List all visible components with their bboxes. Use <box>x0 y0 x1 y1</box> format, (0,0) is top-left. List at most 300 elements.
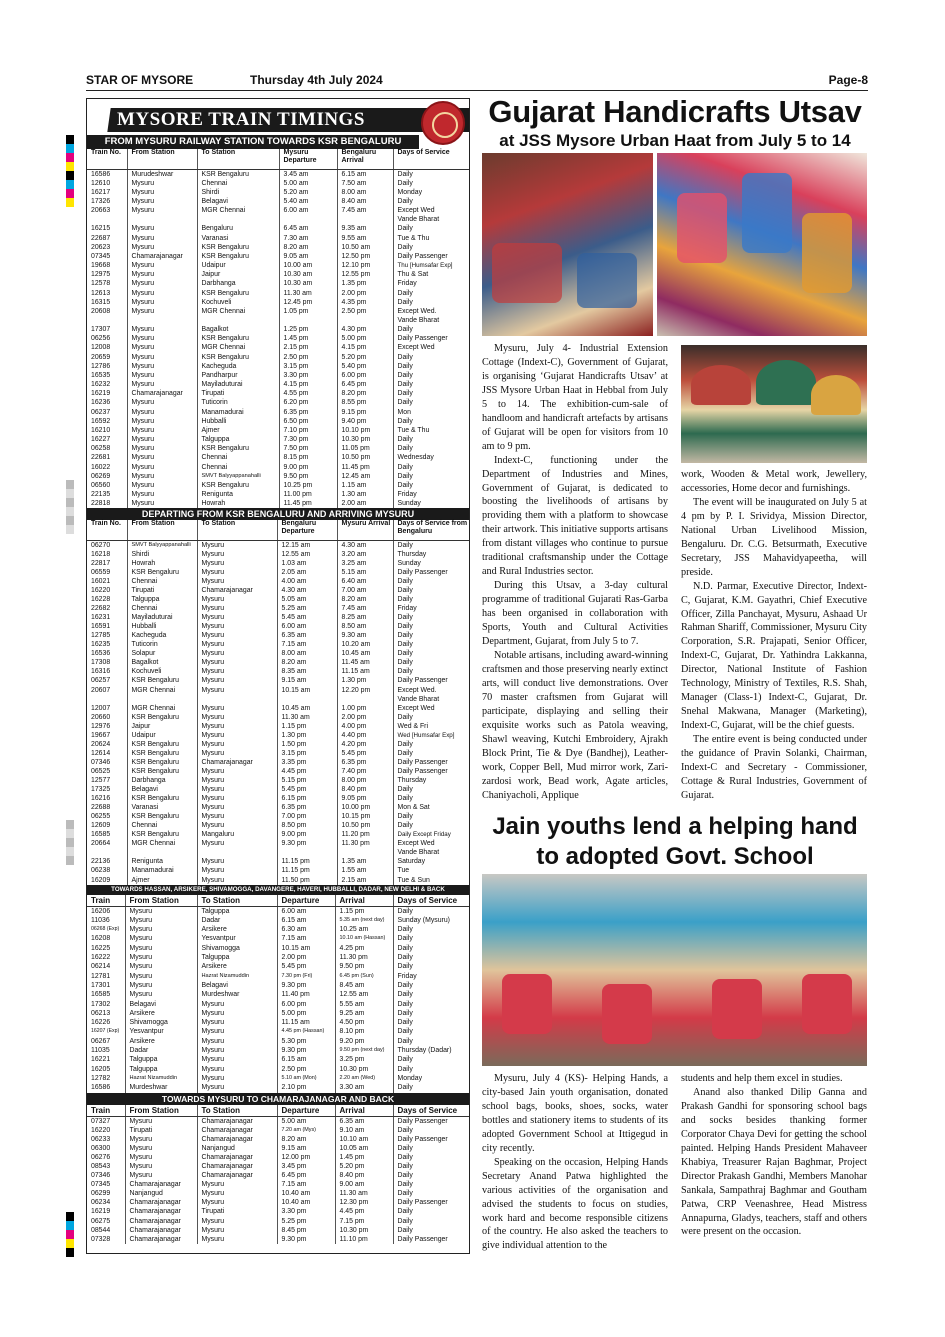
table-cell: Mysuru <box>127 261 197 270</box>
table-row <box>87 866 469 875</box>
table-row <box>87 1027 469 1036</box>
table-cell: Vande Bharat <box>397 849 440 857</box>
table-row <box>87 224 469 233</box>
table-cell: KSR Bengaluru <box>127 568 197 577</box>
table-cell: 7.15 pm <box>335 1217 393 1226</box>
table-cell: Mysuru <box>197 1009 277 1018</box>
table-row <box>87 1235 469 1244</box>
table-cell: Talguppa <box>127 595 197 604</box>
table-cell <box>337 695 393 704</box>
table-cell: 12782 <box>87 1074 125 1083</box>
table-row <box>87 1074 469 1083</box>
table-cell: 11.00 pm <box>279 490 337 499</box>
table-cell: Daily Except Friday <box>397 831 451 839</box>
table-cell: Mysuru <box>197 704 277 713</box>
table-cell: Chamarajanagar <box>127 252 197 261</box>
table-row <box>87 944 469 953</box>
table-cell: 17326 <box>87 197 127 206</box>
table-cell: 12975 <box>87 270 127 279</box>
table-cell: 08544 <box>87 1226 125 1235</box>
table-cell: Except Wed <box>397 344 435 352</box>
table-cell: 1.35 am <box>337 857 393 866</box>
table-cell: 12.15 am <box>277 540 337 550</box>
table-cell: Daily <box>397 371 413 379</box>
table-cell: Jaipur <box>197 270 279 279</box>
table-cell <box>197 215 279 224</box>
table-cell: 20623 <box>87 243 127 252</box>
table-cell: 1.35 pm <box>337 279 393 288</box>
table-cell: 2.15 pm <box>279 343 337 352</box>
table-row <box>87 785 469 794</box>
table-cell: Howrah <box>197 499 279 508</box>
table-cell: 10.30 pm <box>335 1065 393 1074</box>
table-cell: Daily Passenger <box>397 767 448 775</box>
table-cell: 22136 <box>87 857 127 866</box>
table-cell: 1.30 pm <box>337 676 393 685</box>
table-cell: Mysuru <box>197 604 277 613</box>
table-cell: Daily <box>397 935 413 943</box>
table-cell: 11.45 pm <box>279 499 337 508</box>
table-cell: 16586 <box>87 1083 125 1092</box>
table-cell: 5.20 pm <box>335 1162 393 1171</box>
table-cell: Belagavi <box>197 197 279 206</box>
table-cell: Hazrat Nizamuddin <box>125 1074 197 1083</box>
table-row <box>87 676 469 685</box>
table-cell: Daily <box>397 659 413 667</box>
table-cell: 5.15 pm <box>277 776 337 785</box>
table-cell: 4.40 pm <box>337 731 393 740</box>
table-cell: 06300 <box>87 1144 125 1153</box>
table-row <box>87 613 469 622</box>
table-cell: 1.15 am <box>337 481 393 490</box>
table-cell: Talguppa <box>197 953 277 962</box>
table-cell: Mysuru <box>127 234 197 243</box>
table-cell: 7.00 am <box>337 586 393 595</box>
table-row <box>87 435 469 444</box>
table-row <box>87 767 469 776</box>
table-cell: Mysuru <box>125 972 197 981</box>
column-header: Mysuru Arrival <box>337 520 393 540</box>
table-cell: 5.15 am <box>337 568 393 577</box>
table-cell: 16585 <box>87 990 125 999</box>
table-cell: 11.45 pm <box>337 463 393 472</box>
table-cell: Tuticorin <box>197 398 279 407</box>
table-cell: Chamarajanagar <box>197 1171 277 1180</box>
table-cell: Mysuru <box>197 1074 277 1083</box>
table-cell: 10.10 am <box>335 1135 393 1144</box>
table-cell: 11.20 pm <box>337 830 393 839</box>
table-cell: 4.45 pm <box>277 767 337 776</box>
table-row <box>87 758 469 767</box>
table-cell: Mysuru <box>127 334 197 343</box>
table-cell: 9.15 am <box>277 676 337 685</box>
table-cell: KSR Bengaluru <box>127 749 197 758</box>
table-cell: 11.30 am <box>335 1189 393 1198</box>
table-cell: Mysuru <box>127 453 197 462</box>
table-row <box>87 731 469 740</box>
table-cell: Daily Passenger <box>397 758 448 766</box>
table-row <box>87 876 469 885</box>
section-heading-hassan-route: TOWARDS HASSAN, ARSIKERE, SHIVAMOGGA, DAVANGERE, HAVERI, HUBBALLI, DADAR, NEW DELHI & BACK <box>87 885 469 895</box>
table-cell: Chamarajanagar <box>125 1198 197 1207</box>
table-cell: KSR Bengaluru <box>127 740 197 749</box>
table-cell: 11.05 pm <box>337 444 393 453</box>
table-cell: Daily Passenger <box>397 252 448 260</box>
table-cell: 07327 <box>87 1116 125 1126</box>
table-row <box>87 972 469 981</box>
table-cell: 11.10 pm <box>335 1235 393 1244</box>
table-row <box>87 604 469 613</box>
table-cell: Mysuru <box>197 568 277 577</box>
table-cell: Daily <box>397 1084 413 1092</box>
table-cell: Belagavi <box>197 981 277 990</box>
table-cell: 8.50 pm <box>277 821 337 830</box>
section-heading-to-bengaluru: FROM MYSURU RAILWAY STATION TOWARDS KSR BENGALURU <box>87 135 419 149</box>
table-cell: 9.00 pm <box>277 830 337 839</box>
table-cell: Daily Passenger <box>397 335 448 343</box>
table-cell: Monday <box>397 188 423 196</box>
table-cell: MGR Chennai <box>197 307 279 316</box>
table-row <box>87 962 469 971</box>
column-header: Train <box>87 895 125 907</box>
table-header <box>87 149 469 169</box>
table-cell: 16231 <box>87 613 127 622</box>
photo-decorative-umbrellas <box>681 345 867 463</box>
table-cell: Daily <box>397 614 413 622</box>
table-cell: Talguppa <box>197 906 277 916</box>
table-cell: 16210 <box>87 426 127 435</box>
table-cell: Daily <box>397 1226 413 1234</box>
article-body-handicrafts-col1 <box>482 342 668 802</box>
table-cell: 16208 <box>87 934 125 943</box>
table-cell <box>127 316 197 325</box>
timetable-banner <box>87 99 469 135</box>
table-cell: Chennai <box>127 577 197 586</box>
table-cell: 10.30 pm <box>335 1226 393 1235</box>
table-cell: 06268 (Exp) <box>87 925 125 934</box>
table-row <box>87 1046 469 1055</box>
table-cell: 9.40 pm <box>337 417 393 426</box>
table-cell: Chamarajanagar <box>125 1180 197 1189</box>
column-header: From Station <box>125 895 197 907</box>
table-row <box>87 839 469 848</box>
table-cell: 3.45 pm <box>277 1162 335 1171</box>
table-cell: MGR Chennai <box>197 206 279 215</box>
table-cell: Daily <box>397 795 413 803</box>
table-cell: 16220 <box>87 1126 125 1135</box>
table-cell: Dadar <box>125 1046 197 1055</box>
table-cell: KSR Bengaluru <box>127 794 197 803</box>
table-row <box>87 463 469 472</box>
table-cell: Daily <box>397 740 413 748</box>
table-cell: 12610 <box>87 179 127 188</box>
table-cell: 07345 <box>87 1180 125 1189</box>
table-cell: Mysuru <box>197 812 277 821</box>
table-cell: KSR Bengaluru <box>127 767 197 776</box>
table-cell: 20607 <box>87 686 127 695</box>
table-row <box>87 695 469 704</box>
table-cell: KSR Bengaluru <box>197 252 279 261</box>
table-cell: Daily <box>397 1126 413 1134</box>
table-row <box>87 906 469 916</box>
table-cell <box>277 848 337 857</box>
table-cell: Mysuru <box>197 595 277 604</box>
table-cell: 9.15 am <box>277 1144 335 1153</box>
table-cell: 2.50 pm <box>337 307 393 316</box>
table-row <box>87 252 469 261</box>
table-cell: Mysuru <box>125 925 197 934</box>
table-cell: Murdeshwar <box>125 1083 197 1092</box>
column-header: To Station <box>197 520 277 540</box>
table-cell: 9.30 pm <box>277 839 337 848</box>
table-cell: 16209 <box>87 876 127 885</box>
table-cell: Mysuru <box>127 499 197 508</box>
table-cell: 16022 <box>87 463 127 472</box>
table-cell: 10.45 am <box>277 704 337 713</box>
table-cell: Darbhanga <box>197 279 279 288</box>
table-cell: 12578 <box>87 279 127 288</box>
article-subhead-handicrafts: at JSS Mysore Urban Haat from July 5 to 14 <box>499 131 851 150</box>
table-cell: MGR Chennai <box>127 686 197 695</box>
table-cell: Daily <box>397 926 413 934</box>
table-cell: 08543 <box>87 1162 125 1171</box>
table-cell: Belagavi <box>127 785 197 794</box>
table-cell: 7.10 pm <box>279 426 337 435</box>
table-cell: Mysuru <box>127 343 197 352</box>
table-cell: 6.00 am <box>277 906 335 916</box>
table-row <box>87 234 469 243</box>
table-cell: 1.30 am <box>337 490 393 499</box>
table-cell: 5.55 am <box>335 1000 393 1009</box>
table-cell: Bengaluru <box>197 224 279 233</box>
table-cell: Arsikere <box>197 925 277 934</box>
table-cell: Murdeshwar <box>197 990 277 999</box>
table-cell: Mysuru <box>125 906 197 916</box>
table-cell: 20624 <box>87 740 127 749</box>
table-cell: 19668 <box>87 261 127 270</box>
table-cell: KSR Bengaluru <box>197 444 279 453</box>
table-cell: 11.15 pm <box>277 857 337 866</box>
table-cell: 6.00 pm <box>337 371 393 380</box>
table-cell: Talguppa <box>125 1065 197 1074</box>
table-cell: Mysuru <box>197 731 277 740</box>
table-row <box>87 848 469 857</box>
table-cell: 7.15 am <box>277 934 335 943</box>
table-cell: KSR Bengaluru <box>127 830 197 839</box>
table-cell: Talguppa <box>125 1055 197 1064</box>
table-cell: 16592 <box>87 417 127 426</box>
table-cell <box>127 215 197 224</box>
table-cell: Mysuru <box>125 953 197 962</box>
table-cell: 9.00 am <box>335 1180 393 1189</box>
table-cell: Shirdi <box>197 188 279 197</box>
table-cell: 3.15 pm <box>279 362 337 371</box>
table-cell: 4.15 pm <box>337 343 393 352</box>
table-cell: Chennai <box>197 179 279 188</box>
table-cell: 6.35 am <box>277 631 337 640</box>
table-cell: 7.15 am <box>277 640 337 649</box>
table-cell: KSR Bengaluru <box>197 169 279 179</box>
table-cell: Kacheguda <box>127 631 197 640</box>
table-cell: Mysuru <box>197 749 277 758</box>
table-row <box>87 1055 469 1064</box>
table-cell: 5.40 pm <box>337 362 393 371</box>
table-cell: KSR Bengaluru <box>197 334 279 343</box>
table-cell: Mysuru <box>197 839 277 848</box>
registration-marks-top <box>66 135 74 207</box>
table-cell: Mysuru <box>127 398 197 407</box>
table-cell: Chennai <box>197 453 279 462</box>
table-cell: Tirupati <box>197 389 279 398</box>
table-cell: 06525 <box>87 767 127 776</box>
table-cell: 1.25 pm <box>279 325 337 334</box>
table-cell: Daily <box>397 362 413 370</box>
table-cell: Mysuru <box>127 371 197 380</box>
table-cell: 16226 <box>87 1018 125 1027</box>
table-row <box>87 1144 469 1153</box>
table-cell: Mysuru <box>125 1144 197 1153</box>
table-cell: 20608 <box>87 307 127 316</box>
table-row <box>87 169 469 179</box>
table-cell: Vande Bharat <box>397 317 440 324</box>
table-cell: 1.00 pm <box>337 704 393 713</box>
table-cell: Saturday <box>397 858 426 866</box>
table-cell: Tuticorin <box>127 640 197 649</box>
table-cell: Daily <box>397 1217 413 1225</box>
table-row <box>87 794 469 803</box>
table-cell: Vande Bharat <box>397 695 440 703</box>
table-cell: 9.35 am <box>337 224 393 233</box>
table-cell: Mysuru <box>127 325 197 334</box>
table-cell: Mysuru <box>125 1162 197 1171</box>
paragraph: Mysuru, July 4 (KS)- Helping Hands, a city-based Jain youth organisation, donated school bags, books, shoes, socks, water bottles and stationery items to students of its adopted Government School at Ittigegud in city recently. <box>482 1073 668 1154</box>
table-cell <box>197 316 279 325</box>
table-cell: 7.15 am <box>277 1180 335 1189</box>
table-cell: Tue & Thu <box>397 426 430 434</box>
table-cell: 5.35 am (next day) <box>335 916 393 925</box>
table-cell: Daily <box>397 225 413 233</box>
table-cell: Daily <box>397 399 413 407</box>
table-cell: 22135 <box>87 490 127 499</box>
table-cell: 8.15 pm <box>279 453 337 462</box>
table-cell: 17307 <box>87 325 127 334</box>
table-cell: Daily <box>397 641 413 649</box>
table-cell: Yesvantpur <box>125 1027 197 1036</box>
table-cell: 6.15 am <box>277 916 335 925</box>
table-cell: Daily <box>397 1208 413 1216</box>
table-cell: 06238 <box>87 866 127 875</box>
table-cell: 3.30 pm <box>277 1207 335 1216</box>
table-cell: Kochuveli <box>127 667 197 676</box>
table-cell: 1.15 pm <box>335 906 393 916</box>
table-cell: Mon & Sat <box>397 804 430 812</box>
table-cell: Mysuru <box>197 1083 277 1092</box>
table-cell: 16207 (Exp) <box>87 1027 125 1036</box>
table-row <box>87 916 469 925</box>
table-cell: Mayiladuturai <box>127 613 197 622</box>
table-cell <box>197 695 277 704</box>
table-row <box>87 1198 469 1207</box>
table-cell: Daily <box>397 822 413 830</box>
table-cell: 6.45 pm <box>337 380 393 389</box>
table-cell: 06233 <box>87 1135 125 1144</box>
table-cell: 16227 <box>87 435 127 444</box>
table-cell: 1.05 pm <box>279 307 337 316</box>
table-cell: Vande Bharat <box>397 216 440 224</box>
table-cell: 16315 <box>87 298 127 307</box>
table-cell: 9.30 pm <box>277 1235 335 1244</box>
table-cell: 5.00 am <box>277 1116 335 1126</box>
table-cell: Daily <box>397 650 413 658</box>
table-cell: Daily <box>397 417 413 425</box>
table-cell: Except Wed <box>397 207 435 215</box>
table-cell: 5.20 am <box>279 188 337 197</box>
table-cell: 8.00 am <box>337 188 393 197</box>
table-cell: 8.20 am <box>337 595 393 604</box>
table-row <box>87 1009 469 1018</box>
table-cell: 12781 <box>87 972 125 981</box>
table-cell: Mangaluru <box>197 830 277 839</box>
column-header: Train <box>87 1105 125 1117</box>
table-cell: KSR Bengaluru <box>197 353 279 362</box>
table-cell: 12.55 am <box>277 550 337 559</box>
table-cell: Daily <box>397 632 413 640</box>
table-cell: KSR Bengaluru <box>197 243 279 252</box>
table-row <box>87 658 469 667</box>
table-cell: 2.05 am <box>277 568 337 577</box>
table-row <box>87 408 469 417</box>
table-cell: Mysuru <box>197 613 277 622</box>
table-cell: Mysuru <box>127 289 197 298</box>
table-row <box>87 389 469 398</box>
table-cell: SMVT Balyyappanahalli <box>197 472 279 481</box>
column-header: Train No. <box>87 520 127 540</box>
table-cell: 6.45 pm <box>277 1171 335 1180</box>
table-cell: 16206 <box>87 906 125 916</box>
table-cell: Daily Passenger <box>397 1135 448 1143</box>
table-row <box>87 1018 469 1027</box>
table-cell: Chamarajanagar <box>197 1162 277 1171</box>
table-bengaluru-to-mysuru <box>87 520 469 884</box>
table-cell: 4.20 pm <box>337 740 393 749</box>
table-cell: Arsikere <box>197 962 277 971</box>
table-cell: Mysuru <box>197 1180 277 1189</box>
table-cell: Tue <box>397 867 410 875</box>
table-cell: 11.45 am <box>337 658 393 667</box>
table-cell: 06258 <box>87 444 127 453</box>
table-cell: Manamadurai <box>127 866 197 875</box>
column-header: Departure <box>277 1105 335 1117</box>
table-cell: Chennai <box>127 821 197 830</box>
table-row <box>87 398 469 407</box>
table-row <box>87 776 469 785</box>
column-header: Bengaluru Arrival <box>337 149 393 169</box>
table-cell: 2.50 pm <box>277 1065 335 1074</box>
railway-logo-icon <box>421 101 465 145</box>
table-cell: 12577 <box>87 776 127 785</box>
table-cell: 11.50 pm <box>277 876 337 885</box>
table-cell: 12.20 pm <box>337 686 393 695</box>
table-cell: Daily <box>397 1144 413 1152</box>
table-cell: 16236 <box>87 398 127 407</box>
table-cell: 8.00 am <box>277 649 337 658</box>
registration-marks-mid <box>66 480 74 534</box>
table-cell: 9.15 pm <box>337 408 393 417</box>
table-cell: Mysuru <box>197 540 277 550</box>
table-cell: 10.15 am <box>277 686 337 695</box>
table-cell: 10.00 pm <box>337 803 393 812</box>
column-header: To Station <box>197 149 279 169</box>
